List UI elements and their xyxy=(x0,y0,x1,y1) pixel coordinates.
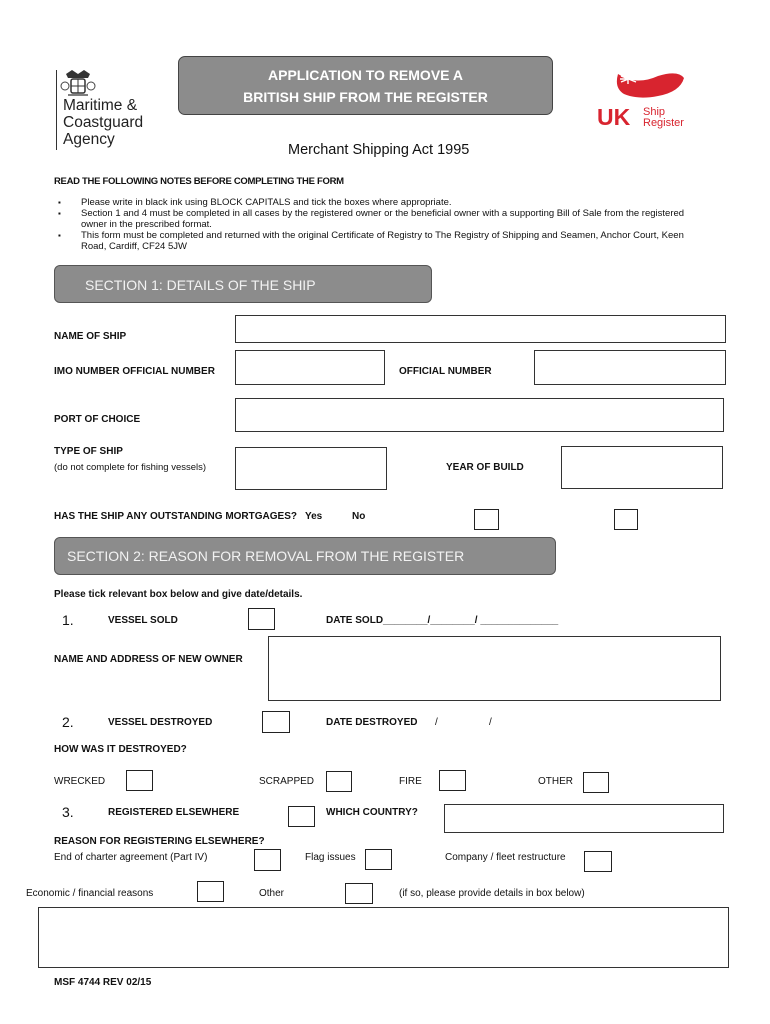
mortgages-yes-checkbox[interactable] xyxy=(474,509,499,530)
year-of-build-field[interactable] xyxy=(561,446,723,489)
charter-checkbox[interactable] xyxy=(254,849,281,871)
logo-uk-text: UK xyxy=(597,104,631,130)
flag-issues-checkbox[interactable] xyxy=(365,849,392,870)
other-details-field[interactable] xyxy=(38,907,729,968)
new-owner-field[interactable] xyxy=(268,636,721,701)
agency-name xyxy=(63,97,143,148)
note-item: ▪ This form must be completed and returned with the original Certificate of Registry to The Registry of Shipping and Seamen, Anchor Court, Keen Road, Cardiff, CF24 5JW xyxy=(58,230,698,252)
vessel-sold-label: VESSEL SOLD xyxy=(108,615,178,626)
new-owner-label: NAME AND ADDRESS OF NEW OWNER xyxy=(54,654,243,665)
other-destroyed-checkbox[interactable] xyxy=(583,772,609,793)
other-destroyed-label: OTHER xyxy=(538,776,573,787)
item-number: 1. xyxy=(62,612,74,628)
flag-issues-label: Flag issues xyxy=(305,852,356,863)
mortgages-no-checkbox[interactable] xyxy=(614,509,638,530)
economic-label: Economic / financial reasons xyxy=(26,888,154,899)
fire-checkbox[interactable] xyxy=(439,770,466,791)
vessel-destroyed-checkbox[interactable] xyxy=(262,711,290,733)
company-restructure-checkbox[interactable] xyxy=(584,851,612,872)
fire-label: FIRE xyxy=(399,776,422,787)
section1-header xyxy=(54,265,432,303)
imo-number-label: IMO NUMBER OFFICIAL NUMBER xyxy=(54,366,215,377)
agency-line: Maritime & xyxy=(63,97,138,114)
vessel-destroyed-label: VESSEL DESTROYED xyxy=(108,717,213,728)
how-destroyed-label: HOW WAS IT DESTROYED? xyxy=(54,744,187,755)
item-number: 2. xyxy=(62,714,74,730)
charter-label: End of charter agreement (Part IV) xyxy=(54,852,208,863)
official-number-field[interactable] xyxy=(534,350,726,385)
wrecked-label: WRECKED xyxy=(54,776,106,787)
form-title xyxy=(178,56,553,115)
port-of-choice-field[interactable] xyxy=(235,398,724,432)
section2-title: SECTION 2: REASON FOR REMOVAL FROM THE REGISTER xyxy=(67,548,465,564)
year-of-build-label: YEAR OF BUILD xyxy=(446,462,524,473)
logo-register-text: Register xyxy=(643,117,684,129)
mortgages-no-label: No xyxy=(352,511,366,522)
date-separator: / xyxy=(489,717,492,728)
which-country-label: WHICH COUNTRY? xyxy=(326,807,418,818)
notes-heading: READ THE FOLLOWING NOTES BEFORE COMPLETING THE FORM xyxy=(54,176,344,187)
logo-ship-text: Ship xyxy=(643,106,666,118)
type-of-ship-field[interactable] xyxy=(235,447,387,490)
other-reason-checkbox[interactable] xyxy=(345,883,373,904)
agency-line: Agency xyxy=(63,131,115,148)
tick-instruction: Please tick relevant box below and give date/details. xyxy=(54,589,303,600)
notes-list xyxy=(58,197,698,252)
other-reason-label: Other xyxy=(259,888,285,899)
note-item: ▪ Please write in black ink using BLOCK CAPITALS and tick the boxes where appropriate. xyxy=(58,197,698,208)
port-of-choice-label: PORT OF CHOICE xyxy=(54,414,141,425)
date-sold-label: DATE SOLD________/________/ ______________ xyxy=(326,615,559,626)
reason-elsewhere-heading: REASON FOR REGISTERING ELSEWHERE? xyxy=(54,836,265,847)
mortgages-question: HAS THE SHIP ANY OUTSTANDING MORTGAGES? xyxy=(54,511,297,522)
title-line: APPLICATION TO REMOVE A xyxy=(268,67,463,83)
registered-elsewhere-checkbox[interactable] xyxy=(288,806,315,827)
crest-logo xyxy=(58,68,98,98)
economic-checkbox[interactable] xyxy=(197,881,224,902)
wrecked-checkbox[interactable] xyxy=(126,770,153,791)
date-separator: / xyxy=(435,717,438,728)
type-of-ship-label: TYPE OF SHIP xyxy=(54,446,123,457)
company-restructure-label: Company / fleet restructure xyxy=(445,852,566,863)
date-destroyed-label: DATE DESTROYED xyxy=(326,717,418,728)
act-subtitle: Merchant Shipping Act 1995 xyxy=(288,142,470,158)
section1-title: SECTION 1: DETAILS OF THE SHIP xyxy=(85,277,316,293)
scrapped-checkbox[interactable] xyxy=(326,771,352,792)
section2-header xyxy=(54,537,556,575)
name-of-ship-label: NAME OF SHIP xyxy=(54,331,127,342)
official-number-label: OFFICIAL NUMBER xyxy=(399,366,492,377)
vessel-sold-checkbox[interactable] xyxy=(248,608,275,630)
agency-line: Coastguard xyxy=(63,114,144,131)
item-number: 3. xyxy=(62,804,74,820)
registered-elsewhere-label: REGISTERED ELSEWHERE xyxy=(108,807,240,818)
name-of-ship-field[interactable] xyxy=(235,315,726,343)
details-note: (if so, please provide details in box below) xyxy=(399,888,585,899)
title-line: BRITISH SHIP FROM THE REGISTER xyxy=(243,89,488,105)
note-item: ▪ Section 1 and 4 must be completed in all cases by the registered owner or the beneficial owner with a supporting Bill of Sale from the registered owner in the prescribed format. xyxy=(58,208,698,230)
form-code: MSF 4744 REV 02/15 xyxy=(54,977,152,988)
agency-divider xyxy=(56,70,57,150)
scrapped-label: SCRAPPED xyxy=(259,776,315,787)
mortgages-yes-label: Yes xyxy=(305,511,323,522)
which-country-field[interactable] xyxy=(444,804,724,833)
type-of-ship-note: (do not complete for fishing vessels) xyxy=(54,462,207,473)
imo-number-field[interactable] xyxy=(235,350,385,385)
